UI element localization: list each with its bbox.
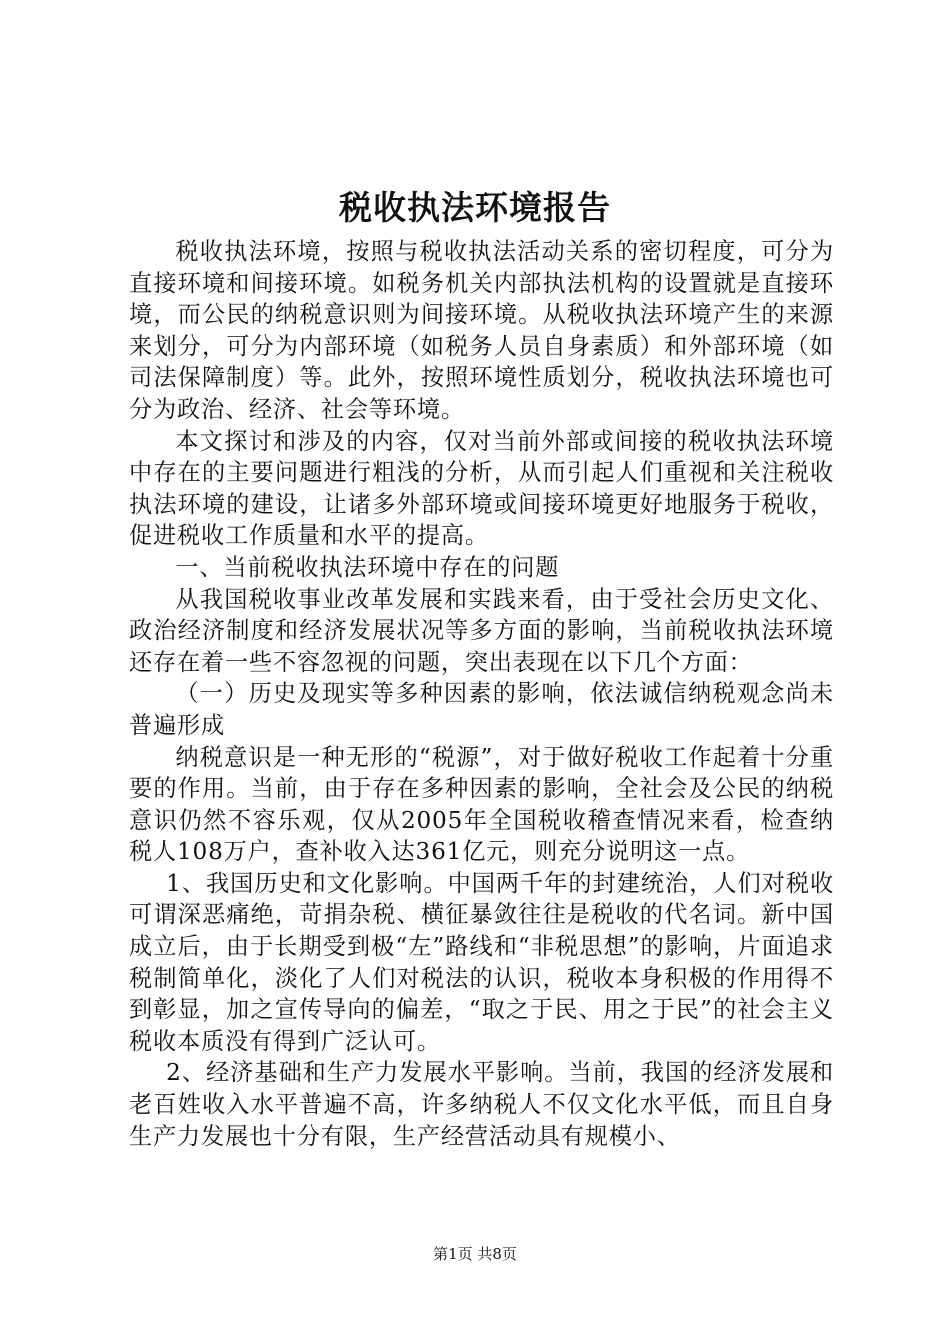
subsection-heading: （一）历史及现实等多种因素的影响，依法诚信纳税观念尚未普遍形成	[129, 680, 834, 739]
paragraph: 从我国税收事业改革发展和实践来看，由于受社会历史文化、政治经济制度和经济发展状况等多方面的影响，当前税收执法环境还存在着一些不容忽视的问题，突出表现在以下几个方面：	[129, 585, 834, 676]
paragraph: 本文探讨和涉及的内容，仅对当前外部或间接的税收执法环境中存在的主要问题进行粗浅的分析，从而引起人们重视和关注税收执法环境的建设，让诸多外部环境或间接环境更好地服务于税收，促进税收工作质量和水平的提高。	[129, 427, 834, 550]
section-heading: 一、当前税收执法环境中存在的问题	[175, 553, 560, 581]
document-title: 税收执法环境报告	[339, 188, 611, 227]
document-body	[129, 236, 834, 1152]
paragraph: 税收执法环境，按照与税收执法活动关系的密切程度，可分为直接环境和间接环境。如税务机关内部执法机构的设置就是直接环境，而公民的纳税意识则为间接环境。从税收执法环境产生的来源来划分，可分为内部环境（如税务人员自身素质）和外部环境（如司法保障制度）等。此外，按照环境性质划分，税收执法环境也可分为政治、经济、社会等环境。	[129, 238, 834, 423]
paragraph: 纳税意识是一种无形的“税源”，对于做好税收工作起着十分重要的作用。当前，由于存在多种因素的影响，全社会及公民的纳税意识仍然不容乐观，仅从2005年全国税收稽查情况来看，检查纳税人108万户，查补收入达361亿元，则充分说明这一点。	[129, 743, 834, 866]
paragraph: 1、我国历史和文化影响。中国两千年的封建统治，人们对税收可谓深恶痛绝，苛捐杂税、横征暴敛往往是税收的代名词。新中国成立后，由于长期受到极“左”路线和“非税思想”的影响，片面追求税制简单化，淡化了人们对税法的认识，税收本身积极的作用得不到彰显，加之宣传导向的偏差，“取之于民、用之于民”的社会主义税收本质没有得到广泛认可。	[129, 869, 834, 1055]
page-number-footer: 第1页 共8页	[433, 1245, 517, 1263]
paragraph: 2、经济基础和生产力发展水平影响。当前，我国的经济发展和老百姓收入水平普遍不高，许多纳税人不仅文化水平低，而且自身生产力发展也十分有限，生产经营活动具有规模小、	[129, 1059, 834, 1150]
